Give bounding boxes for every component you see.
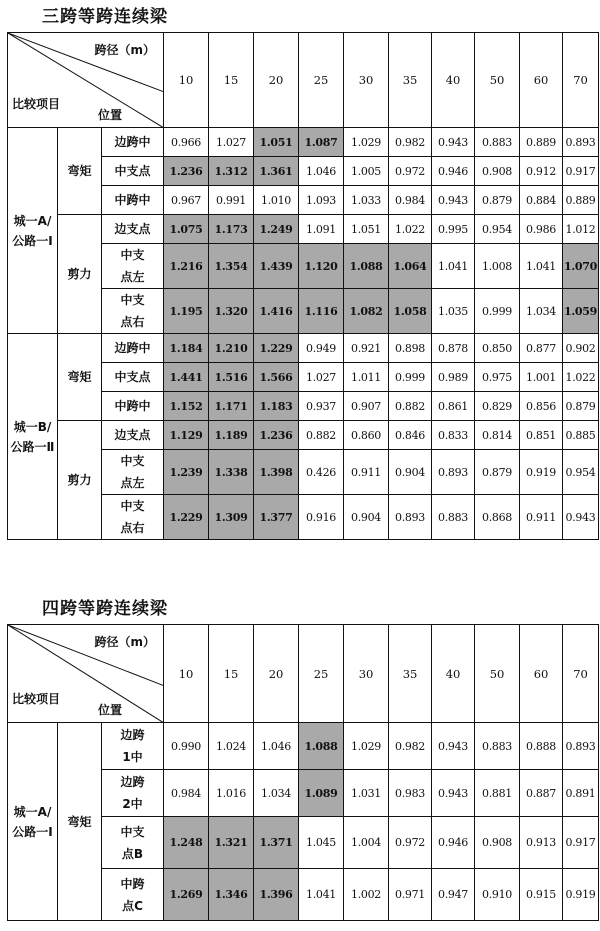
value-cell: 0.898	[389, 334, 432, 363]
value-cell: 0.972	[389, 157, 432, 186]
position-cell	[102, 450, 164, 495]
value-cell: 0.861	[432, 392, 475, 421]
header-row	[8, 625, 599, 723]
span-header: 30	[344, 625, 389, 723]
effect-cell: 剪力	[58, 421, 102, 540]
value-cell: 0.877	[520, 334, 563, 363]
load-class-line: 公路一Ⅰ	[12, 824, 53, 839]
value-cell: 0.878	[432, 334, 475, 363]
span-header: 60	[520, 625, 563, 723]
highlighted-value-cell: 1.439	[254, 244, 299, 289]
highlighted-value-cell: 1.566	[254, 363, 299, 392]
value-cell: 1.011	[344, 363, 389, 392]
value-cell: 0.972	[389, 817, 432, 869]
value-cell: 1.012	[563, 215, 599, 244]
load-class-cell	[8, 723, 58, 921]
value-cell: 0.851	[520, 421, 563, 450]
value-cell: 0.946	[432, 817, 475, 869]
highlighted-value-cell: 1.059	[563, 289, 599, 334]
table-row	[8, 215, 599, 244]
highlighted-value-cell: 1.064	[389, 244, 432, 289]
value-cell: 1.005	[344, 157, 389, 186]
value-cell: 0.949	[299, 334, 344, 363]
value-cell: 1.024	[209, 723, 254, 770]
span-header: 20	[254, 625, 299, 723]
value-cell: 0.990	[164, 723, 209, 770]
value-cell: 0.917	[563, 817, 599, 869]
highlighted-value-cell: 1.120	[299, 244, 344, 289]
position-line: 2中	[122, 797, 143, 811]
highlighted-value-cell: 1.354	[209, 244, 254, 289]
value-cell: 0.883	[432, 495, 475, 540]
value-cell: 0.829	[475, 392, 520, 421]
value-cell: 1.002	[344, 869, 389, 921]
position-cell	[102, 334, 164, 363]
table-2-title: 四跨等跨连续梁	[42, 599, 168, 619]
value-cell: 0.893	[432, 450, 475, 495]
value-cell: 1.091	[299, 215, 344, 244]
value-cell: 0.887	[520, 770, 563, 817]
item-label: 比较项目	[12, 97, 61, 111]
value-cell: 0.966	[164, 128, 209, 157]
value-cell: 0.982	[389, 128, 432, 157]
position-cell	[102, 215, 164, 244]
position-line: 点左	[120, 270, 145, 284]
highlighted-value-cell: 1.195	[164, 289, 209, 334]
effect-cell: 剪力	[58, 215, 102, 334]
value-cell: 0.883	[475, 128, 520, 157]
value-cell: 0.943	[432, 770, 475, 817]
load-class-line: 城一A/	[13, 213, 52, 228]
value-cell: 1.041	[520, 244, 563, 289]
value-cell: 0.911	[520, 495, 563, 540]
highlighted-value-cell: 1.371	[254, 817, 299, 869]
position-cell	[102, 128, 164, 157]
value-cell: 0.833	[432, 421, 475, 450]
value-cell: 1.035	[432, 289, 475, 334]
highlighted-value-cell: 1.184	[164, 334, 209, 363]
highlighted-value-cell: 1.082	[344, 289, 389, 334]
highlighted-value-cell: 1.087	[299, 128, 344, 157]
value-cell: 0.943	[432, 128, 475, 157]
span-header: 10	[164, 625, 209, 723]
position-label: 位置	[98, 703, 123, 717]
value-cell: 0.893	[389, 495, 432, 540]
value-cell: 0.850	[475, 334, 520, 363]
value-cell: 1.031	[344, 770, 389, 817]
highlighted-value-cell: 1.189	[209, 421, 254, 450]
highlighted-value-cell: 1.152	[164, 392, 209, 421]
value-cell: 0.915	[520, 869, 563, 921]
position-line: 点C	[122, 898, 143, 913]
position-cell	[102, 186, 164, 215]
value-cell: 0.983	[389, 770, 432, 817]
highlighted-value-cell: 1.398	[254, 450, 299, 495]
highlighted-value-cell: 1.088	[299, 723, 344, 770]
value-cell: 0.868	[475, 495, 520, 540]
value-cell: 0.908	[475, 157, 520, 186]
position-label: 位置	[98, 108, 123, 122]
highlighted-value-cell: 1.089	[299, 770, 344, 817]
highlighted-value-cell: 1.249	[254, 215, 299, 244]
four-span-table	[7, 624, 599, 921]
highlighted-value-cell: 1.338	[209, 450, 254, 495]
highlighted-value-cell: 1.269	[164, 869, 209, 921]
value-cell: 1.051	[344, 215, 389, 244]
position-line: 1中	[122, 750, 143, 764]
value-cell: 0.879	[475, 186, 520, 215]
value-cell: 0.954	[563, 450, 599, 495]
value-cell: 0.971	[389, 869, 432, 921]
value-cell: 0.908	[475, 817, 520, 869]
value-cell: 1.093	[299, 186, 344, 215]
value-cell: 0.911	[344, 450, 389, 495]
value-cell: 1.022	[563, 363, 599, 392]
highlighted-value-cell: 1.116	[299, 289, 344, 334]
highlighted-value-cell: 1.312	[209, 157, 254, 186]
effect-cell: 弯矩	[58, 128, 102, 215]
highlighted-value-cell: 1.346	[209, 869, 254, 921]
value-cell: 0.954	[475, 215, 520, 244]
highlighted-value-cell: 1.396	[254, 869, 299, 921]
value-cell: 0.984	[389, 186, 432, 215]
value-cell: 0.904	[344, 495, 389, 540]
highlighted-value-cell: 1.320	[209, 289, 254, 334]
value-cell: 1.041	[299, 869, 344, 921]
effect-cell: 弯矩	[58, 723, 102, 921]
value-cell: 1.041	[432, 244, 475, 289]
value-cell: 0.860	[344, 421, 389, 450]
value-cell: 0.991	[209, 186, 254, 215]
load-class-line: 公路一Ⅱ	[10, 439, 55, 454]
span-header: 10	[164, 33, 209, 128]
item-label: 比较项目	[12, 692, 61, 706]
position-line: 中跨中	[114, 399, 151, 413]
load-class-cell	[8, 334, 58, 540]
highlighted-value-cell: 1.321	[209, 817, 254, 869]
position-cell	[102, 495, 164, 540]
value-cell: 0.881	[475, 770, 520, 817]
highlighted-value-cell: 1.183	[254, 392, 299, 421]
span-header: 20	[254, 33, 299, 128]
position-line: 点右	[120, 315, 145, 329]
position-line: 边支点	[114, 428, 151, 442]
span-header: 15	[209, 625, 254, 723]
value-cell: 0.904	[389, 450, 432, 495]
highlighted-value-cell: 1.070	[563, 244, 599, 289]
value-cell: 0.879	[475, 450, 520, 495]
position-line: 中支	[120, 499, 145, 513]
value-cell: 0.893	[563, 723, 599, 770]
value-cell: 0.879	[563, 392, 599, 421]
value-cell: 0.917	[563, 157, 599, 186]
highlighted-value-cell: 1.416	[254, 289, 299, 334]
position-line: 边跨	[120, 775, 145, 789]
value-cell: 0.995	[432, 215, 475, 244]
highlighted-value-cell: 1.236	[254, 421, 299, 450]
value-cell: 1.045	[299, 817, 344, 869]
value-cell: 0.814	[475, 421, 520, 450]
highlighted-value-cell: 1.129	[164, 421, 209, 450]
value-cell: 1.016	[209, 770, 254, 817]
table-row	[8, 128, 599, 157]
value-cell: 0.882	[389, 392, 432, 421]
highlighted-value-cell: 1.051	[254, 128, 299, 157]
position-cell	[102, 723, 164, 770]
position-cell	[102, 869, 164, 921]
value-cell: 0.967	[164, 186, 209, 215]
highlighted-value-cell: 1.058	[389, 289, 432, 334]
position-line: 中支	[120, 824, 145, 839]
highlighted-value-cell: 1.236	[164, 157, 209, 186]
span-header: 25	[299, 33, 344, 128]
value-cell: 1.027	[299, 363, 344, 392]
span-header: 70	[563, 33, 599, 128]
position-line: 中支点	[114, 370, 151, 384]
value-cell: 0.846	[389, 421, 432, 450]
value-cell: 0.919	[563, 869, 599, 921]
effect-cell: 弯矩	[58, 334, 102, 421]
value-cell: 0.947	[432, 869, 475, 921]
value-cell: 1.001	[520, 363, 563, 392]
position-line: 边支点	[114, 222, 151, 236]
value-cell: 1.046	[299, 157, 344, 186]
span-header: 70	[563, 625, 599, 723]
load-class-line: 城一A/	[13, 804, 52, 819]
highlighted-value-cell: 1.361	[254, 157, 299, 186]
value-cell: 0.986	[520, 215, 563, 244]
value-cell: 0.999	[389, 363, 432, 392]
value-cell: 0.893	[563, 128, 599, 157]
position-line: 中支	[120, 248, 145, 262]
table-1-title: 三跨等跨连续梁	[42, 7, 168, 27]
position-line: 中跨中	[114, 193, 151, 207]
value-cell: 0.884	[520, 186, 563, 215]
span-header: 25	[299, 625, 344, 723]
position-line: 边跨中	[114, 135, 151, 149]
position-cell	[102, 421, 164, 450]
span-header: 60	[520, 33, 563, 128]
highlighted-value-cell: 1.210	[209, 334, 254, 363]
position-line: 中支点	[114, 164, 151, 178]
value-cell: 0.946	[432, 157, 475, 186]
position-line: 边跨中	[114, 341, 151, 355]
value-cell: 0.885	[563, 421, 599, 450]
value-cell: 0.856	[520, 392, 563, 421]
highlighted-value-cell: 1.248	[164, 817, 209, 869]
value-cell: 1.022	[389, 215, 432, 244]
value-cell: 1.033	[344, 186, 389, 215]
position-cell	[102, 770, 164, 817]
diagonal-header	[8, 625, 164, 723]
position-cell	[102, 289, 164, 334]
span-header: 40	[432, 33, 475, 128]
three-span-table	[7, 32, 599, 540]
span-header: 15	[209, 33, 254, 128]
highlighted-value-cell: 1.516	[209, 363, 254, 392]
value-cell: 0.943	[432, 186, 475, 215]
position-line: 边跨	[120, 728, 145, 742]
highlighted-value-cell: 1.229	[254, 334, 299, 363]
value-cell: 0.889	[520, 128, 563, 157]
span-header: 50	[475, 625, 520, 723]
position-line: 中支	[120, 454, 145, 468]
position-line: 中跨	[120, 876, 145, 891]
highlighted-value-cell: 1.441	[164, 363, 209, 392]
value-cell: 1.029	[344, 723, 389, 770]
span-label: 跨径（m）	[94, 43, 156, 57]
value-cell: 0.902	[563, 334, 599, 363]
span-label: 跨径（m）	[94, 635, 156, 649]
value-cell: 0.888	[520, 723, 563, 770]
highlighted-value-cell: 1.088	[344, 244, 389, 289]
highlighted-value-cell: 1.239	[164, 450, 209, 495]
value-cell: 1.010	[254, 186, 299, 215]
value-cell: 0.907	[344, 392, 389, 421]
load-class-line: 城一B/	[13, 419, 52, 434]
table-row	[8, 334, 599, 363]
position-cell	[102, 244, 164, 289]
span-header: 40	[432, 625, 475, 723]
highlighted-value-cell: 1.229	[164, 495, 209, 540]
highlighted-value-cell: 1.377	[254, 495, 299, 540]
value-cell: 0.919	[520, 450, 563, 495]
position-cell	[102, 363, 164, 392]
highlighted-value-cell: 1.173	[209, 215, 254, 244]
value-cell: 1.034	[520, 289, 563, 334]
value-cell: 0.913	[520, 817, 563, 869]
value-cell: 0.883	[475, 723, 520, 770]
position-line: 中支	[120, 293, 145, 307]
value-cell: 0.937	[299, 392, 344, 421]
highlighted-value-cell: 1.075	[164, 215, 209, 244]
position-line: 点左	[120, 476, 145, 490]
span-header: 30	[344, 33, 389, 128]
value-cell: 1.008	[475, 244, 520, 289]
value-cell: 0.882	[299, 421, 344, 450]
value-cell: 0.982	[389, 723, 432, 770]
header-row	[8, 33, 599, 128]
value-cell: 0.916	[299, 495, 344, 540]
value-cell: 1.046	[254, 723, 299, 770]
highlighted-value-cell: 1.171	[209, 392, 254, 421]
span-header: 35	[389, 33, 432, 128]
highlighted-value-cell: 1.309	[209, 495, 254, 540]
value-cell: 1.029	[344, 128, 389, 157]
highlighted-value-cell: 1.216	[164, 244, 209, 289]
span-header: 50	[475, 33, 520, 128]
value-cell: 0.889	[563, 186, 599, 215]
load-class-cell	[8, 128, 58, 334]
value-cell: 1.034	[254, 770, 299, 817]
position-cell	[102, 817, 164, 869]
value-cell: 1.004	[344, 817, 389, 869]
value-cell: 0.891	[563, 770, 599, 817]
table-row	[8, 421, 599, 450]
position-cell	[102, 392, 164, 421]
value-cell: 0.975	[475, 363, 520, 392]
value-cell: 0.921	[344, 334, 389, 363]
position-cell	[102, 157, 164, 186]
diagonal-header	[8, 33, 164, 128]
span-header: 35	[389, 625, 432, 723]
value-cell: 1.027	[209, 128, 254, 157]
value-cell: 0.943	[432, 723, 475, 770]
load-class-line: 公路一Ⅰ	[12, 233, 53, 248]
table-row	[8, 723, 599, 770]
position-line: 点B	[121, 846, 144, 861]
value-cell: 0.989	[432, 363, 475, 392]
value-cell: 0.999	[475, 289, 520, 334]
value-cell: 0.943	[563, 495, 599, 540]
position-line: 点右	[120, 521, 145, 535]
value-cell: 0.910	[475, 869, 520, 921]
value-cell: 0.426	[299, 450, 344, 495]
value-cell: 0.984	[164, 770, 209, 817]
value-cell: 0.912	[520, 157, 563, 186]
